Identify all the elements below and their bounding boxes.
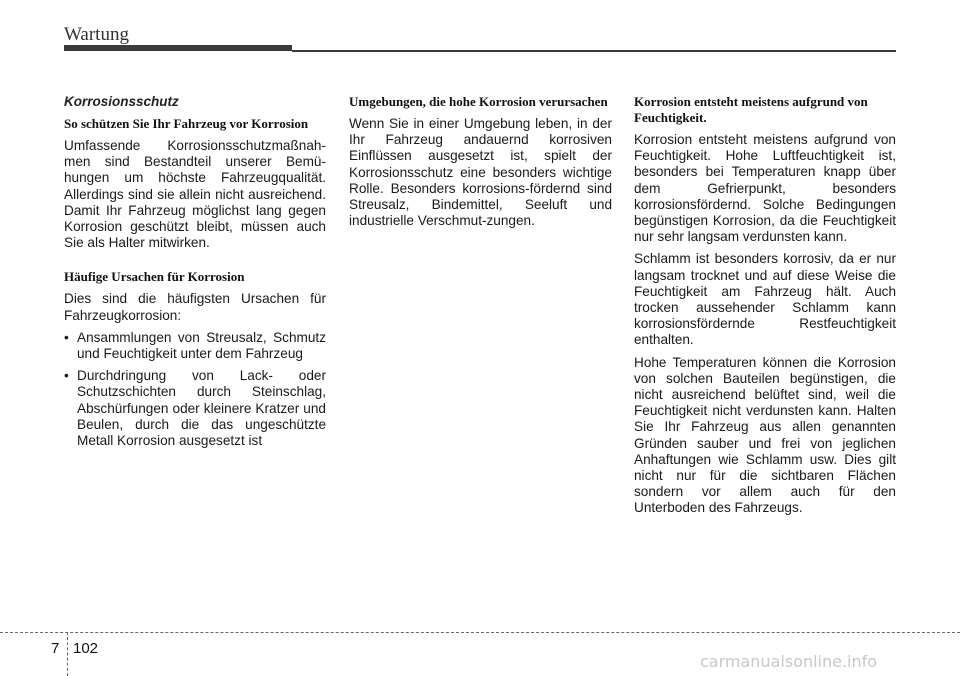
causes-list	[64, 330, 326, 449]
list-item-text: Durchdringung von Lack- oder Schutzschichten durch Steinschlag, Abschürfungen oder kleinere Kratzer und Beulen, durch die das ungeschützte Metall Korrosion ausgesetzt ist	[77, 368, 326, 449]
paragraph-mud: Schlamm ist besonders korrosiv, da er nur langsam trocknet und auf diese Weise die Feuchtigkeit am Fahrzeug hält. Auch trocken aussehender Schlamm kann korrosionsfördernde Restfeuchtigkeit enthalten.	[634, 251, 896, 348]
list-item	[64, 330, 326, 362]
bullet-icon: •	[64, 368, 69, 384]
paragraph-temperature: Hohe Temperaturen können die Korrosion von solchen Bauteilen begünstigen, die nicht ausreichend belüftet sind, weil die Feuchtigkeit nicht verdunsten kann. Halten Sie Ihr Fahrzeug aus allen genannten Gründen sauber und frei von jeglichen Anhaftungen wie Schlamm usw. Dies gilt nicht nur für die sichtbaren Flächen sondern vor allem auch für den Unterboden des Fahrzeugs.	[634, 354, 896, 516]
footer-divider	[67, 632, 68, 676]
paragraph-environments: Wenn Sie in einer Umgebung leben, in der Ihr Fahrzeug andauernd korrosiven Einflüssen ausgesetzt ist, spielt der Korrosionsschutz eine besonders wichtige Rolle. Besonders korrosions-fördernd sind Streusalz, Bindemittel, Seeluft und industrielle Verschmut-zungen.	[349, 116, 612, 229]
chapter-number: 7	[51, 640, 60, 657]
section-header-title: Wartung	[64, 24, 129, 45]
bullet-icon: •	[64, 329, 69, 345]
page-number: 102	[73, 640, 99, 657]
paragraph-causes: Dies sind die häufigsten Ursachen für Fahrzeugkorrosion:	[64, 291, 326, 323]
subheading-moisture: Korrosion entsteht meistens aufgrund von Feuchtigkeit.	[634, 94, 868, 125]
watermark: carmanualsonline.info	[700, 652, 878, 671]
list-item-text: Ansammlungen von Streusalz, Schmutz und Feuchtigkeit unter dem Fahrzeug	[77, 329, 326, 362]
footer-rule	[0, 632, 960, 633]
header-bar-thick	[64, 45, 292, 51]
paragraph-protect: Umfassende Korrosionsschutzmaßnah-men sind Bestandteil unserer Bemü-hungen um höchste Fahrzeugqualität. Allerdings sind sie allein nicht ausreichend. Damit Ihr Fahrzeug möglichst lang gegen Korrosion geschützt bleibt, müssen auch Sie als Halter mitwirken.	[64, 138, 326, 251]
section-title: Korrosionsschutz	[64, 94, 179, 109]
header-rule	[292, 50, 896, 52]
subheading-causes: Häufige Ursachen für Korrosion	[64, 269, 245, 285]
paragraph-moisture: Korrosion entsteht meistens aufgrund von Feuchtigkeit. Hohe Luftfeuchtigkeit ist, besonders bei Temperaturen knapp über dem Gefrierpunkt, besonders korrosionsfördernd. Solche Bedingungen begünstigen Korrosion, da die Feuchtigkeit nur sehr langsam verdunsten kann.	[634, 132, 896, 245]
subheading-environments: Umgebungen, die hohe Korrosion verursachen	[349, 94, 608, 109]
column-1	[64, 94, 326, 455]
list-item	[64, 368, 326, 449]
column-2	[349, 94, 612, 235]
subheading-protect: So schützen Sie Ihr Fahrzeug vor Korrosion	[64, 116, 309, 131]
column-3	[634, 94, 896, 523]
